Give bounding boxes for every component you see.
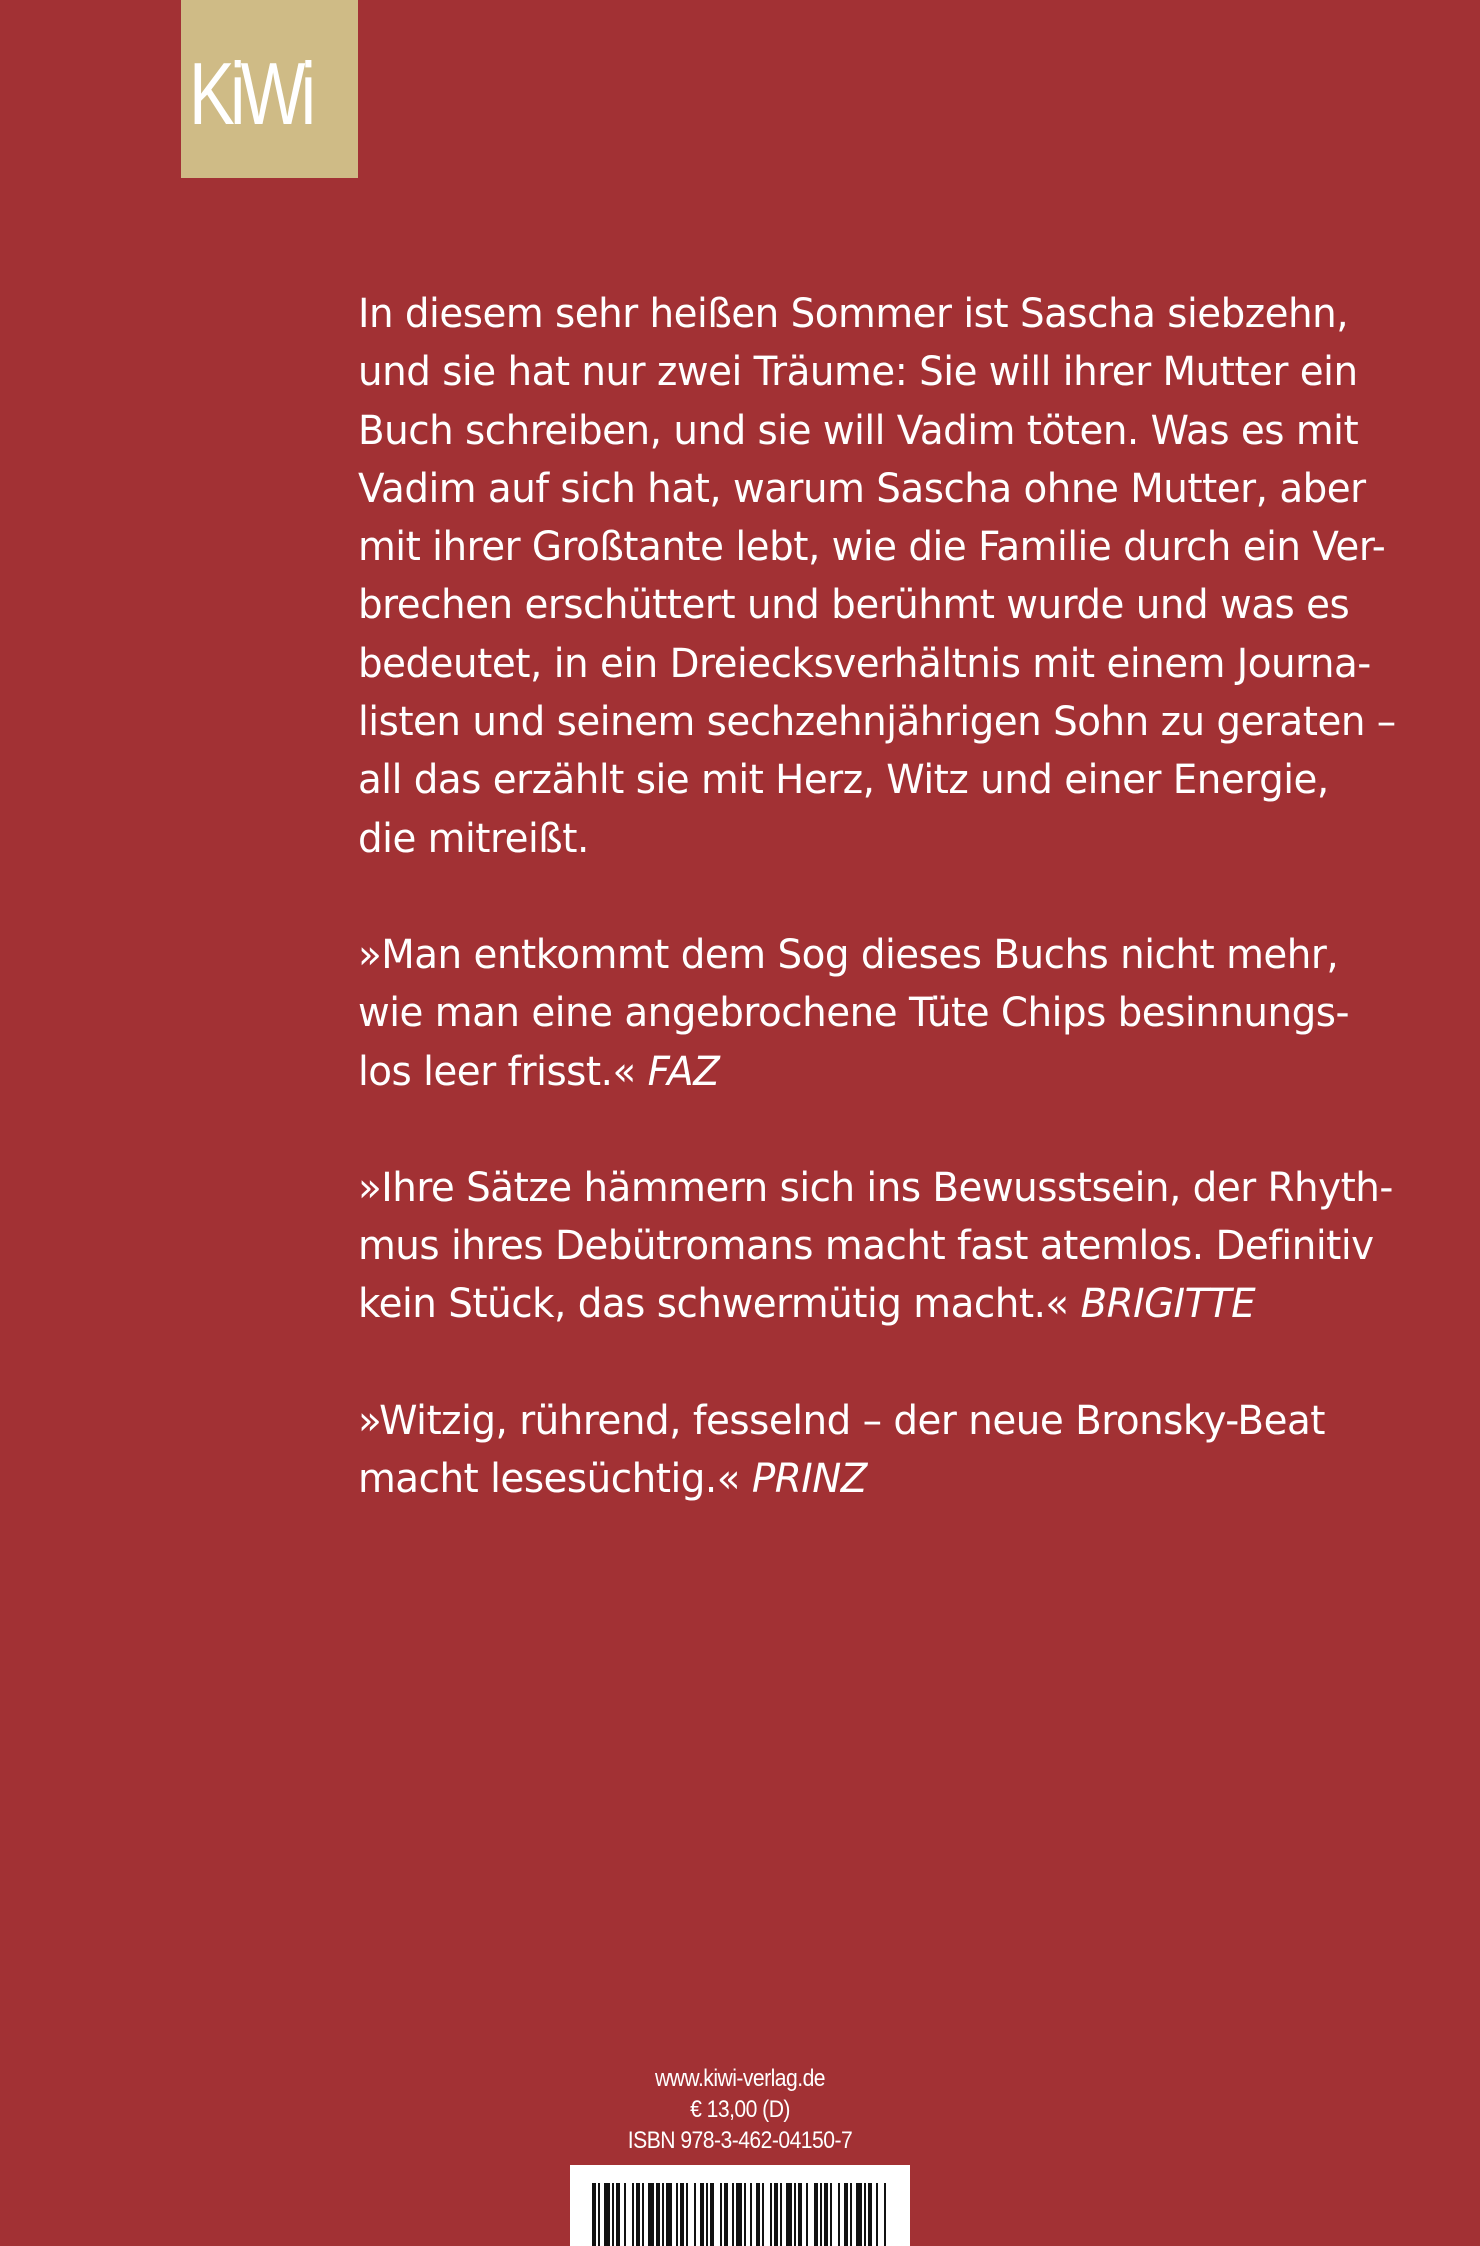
barcode-bar — [868, 2183, 872, 2246]
barcode-bar — [750, 2183, 752, 2246]
blurb-line: brechen erschüttert und berühmt wurde und was es — [358, 582, 1350, 629]
review-quote-brigitte — [358, 1159, 1393, 1334]
barcode-bar — [710, 2183, 714, 2246]
barcode-bar — [612, 2183, 614, 2246]
barcode-bar — [770, 2183, 772, 2246]
barcode-bar — [884, 2183, 886, 2246]
barcode-bar — [686, 2183, 688, 2246]
blurb-line: mit ihrer Großtante lebt, wie die Familie durch ein Ver- — [358, 524, 1386, 571]
barcode-bar — [642, 2183, 644, 2246]
barcode-bar — [856, 2183, 862, 2246]
blurb-line: bedeutet, in ein Dreiecksverhältnis mit einem Journa- — [358, 640, 1371, 687]
quote-line-last — [358, 1450, 1328, 1508]
barcode-bar — [680, 2183, 684, 2246]
quote-text: kein Stück, das schwermütig macht.« — [358, 1281, 1069, 1328]
blurb-line: die mitreißt. — [358, 815, 589, 862]
barcode-bar — [876, 2183, 878, 2246]
barcode-bar — [724, 2183, 728, 2246]
barcode-bar — [676, 2183, 678, 2246]
barcode-bar — [824, 2183, 828, 2246]
quote-text: macht lesesüchtig.« — [358, 1456, 740, 1503]
barcode-bar — [720, 2183, 722, 2246]
barcode-bar — [636, 2183, 640, 2246]
barcode-bar — [762, 2183, 764, 2246]
barcode-bar — [706, 2183, 708, 2246]
barcode-bar — [666, 2183, 672, 2246]
book-isbn: ISBN 978-3-462-04150-7 — [627, 2127, 853, 2154]
barcode-bar — [632, 2183, 634, 2246]
barcode-bar — [616, 2183, 620, 2246]
back-cover-content — [358, 285, 1396, 1508]
barcode-bar — [830, 2183, 832, 2246]
barcode-bar — [598, 2183, 600, 2246]
blurb-line: In diesem sehr heißen Sommer ist Sascha siebzehn, — [358, 291, 1349, 337]
blurb-line: all das erzählt sie mit Herz, Witz und einer Energie, — [358, 757, 1329, 804]
quote-line: »Ihre Sätze hämmern sich ins Bewusstsein, der Rhyth- — [358, 1164, 1393, 1211]
barcode-bar — [838, 2183, 840, 2246]
barcode-bar — [774, 2183, 778, 2246]
quote-line: mus ihres Debütromans macht fast atemlos. Definitiv — [358, 1223, 1374, 1270]
blurb-line: Vadim auf sich hat, warum Sascha ohne Mutter, aber — [358, 465, 1366, 512]
book-blurb — [358, 285, 1396, 868]
barcode-bar — [736, 2183, 742, 2246]
blurb-line: und sie hat nur zwei Träume: Sie will ihrer Mutter ein — [358, 349, 1358, 396]
quote-line: »Man entkommt dem Sog dieses Buchs nicht mehr, — [358, 931, 1339, 978]
barcode-bar — [656, 2183, 660, 2246]
review-quote-prinz — [358, 1392, 1358, 1509]
barcode-bar — [806, 2183, 808, 2246]
blurb-line: listen und seinem sechzehnjährigen Sohn zu geraten – — [358, 699, 1396, 746]
barcode-bar — [700, 2183, 704, 2246]
quote-source: BRIGITTE — [1080, 1281, 1256, 1328]
quote-source: FAZ — [647, 1048, 720, 1095]
quote-text: los leer frisst.« — [358, 1048, 636, 1095]
barcode-bar — [786, 2183, 792, 2246]
blurb-line: Buch schreiben, und sie will Vadim töten. Was es mit — [358, 407, 1359, 454]
quote-line: wie man eine angebrochene Tüte Chips besinnungs- — [358, 990, 1350, 1037]
barcode-bar — [648, 2183, 654, 2246]
quote-line-last — [358, 1043, 1328, 1101]
barcode-bar — [662, 2183, 664, 2246]
quote-source: PRINZ — [751, 1456, 867, 1503]
barcode-bar — [756, 2183, 760, 2246]
isbn-barcode — [570, 2165, 910, 2246]
barcode-bar — [744, 2183, 746, 2246]
quote-line: »Witzig, rührend, fesselnd – der neue Bronsky-Beat — [358, 1397, 1325, 1444]
barcode-bar — [864, 2183, 866, 2246]
book-price: € 13,00 (D) — [690, 2096, 790, 2123]
barcode-bar — [820, 2183, 822, 2246]
publisher-footer — [540, 2063, 940, 2156]
barcode-bar — [844, 2183, 848, 2246]
quote-line-last — [358, 1275, 1328, 1333]
barcode-bar — [850, 2183, 852, 2246]
barcode-bar — [794, 2183, 796, 2246]
barcode-bar — [814, 2183, 818, 2246]
barcode-bar — [624, 2183, 626, 2246]
barcode-bar — [592, 2183, 596, 2246]
barcode-bar — [798, 2183, 802, 2246]
barcode-graphic — [570, 2165, 910, 2246]
publisher-logo — [181, 0, 358, 178]
publisher-logo-text: KiWi — [189, 44, 312, 143]
barcode-bar — [604, 2183, 610, 2246]
review-quote-faz — [358, 926, 1358, 1101]
barcode-bar — [694, 2183, 696, 2246]
barcode-bar — [732, 2183, 734, 2246]
barcode-bar — [780, 2183, 782, 2246]
publisher-website: www.kiwi-verlag.de — [654, 2065, 826, 2092]
